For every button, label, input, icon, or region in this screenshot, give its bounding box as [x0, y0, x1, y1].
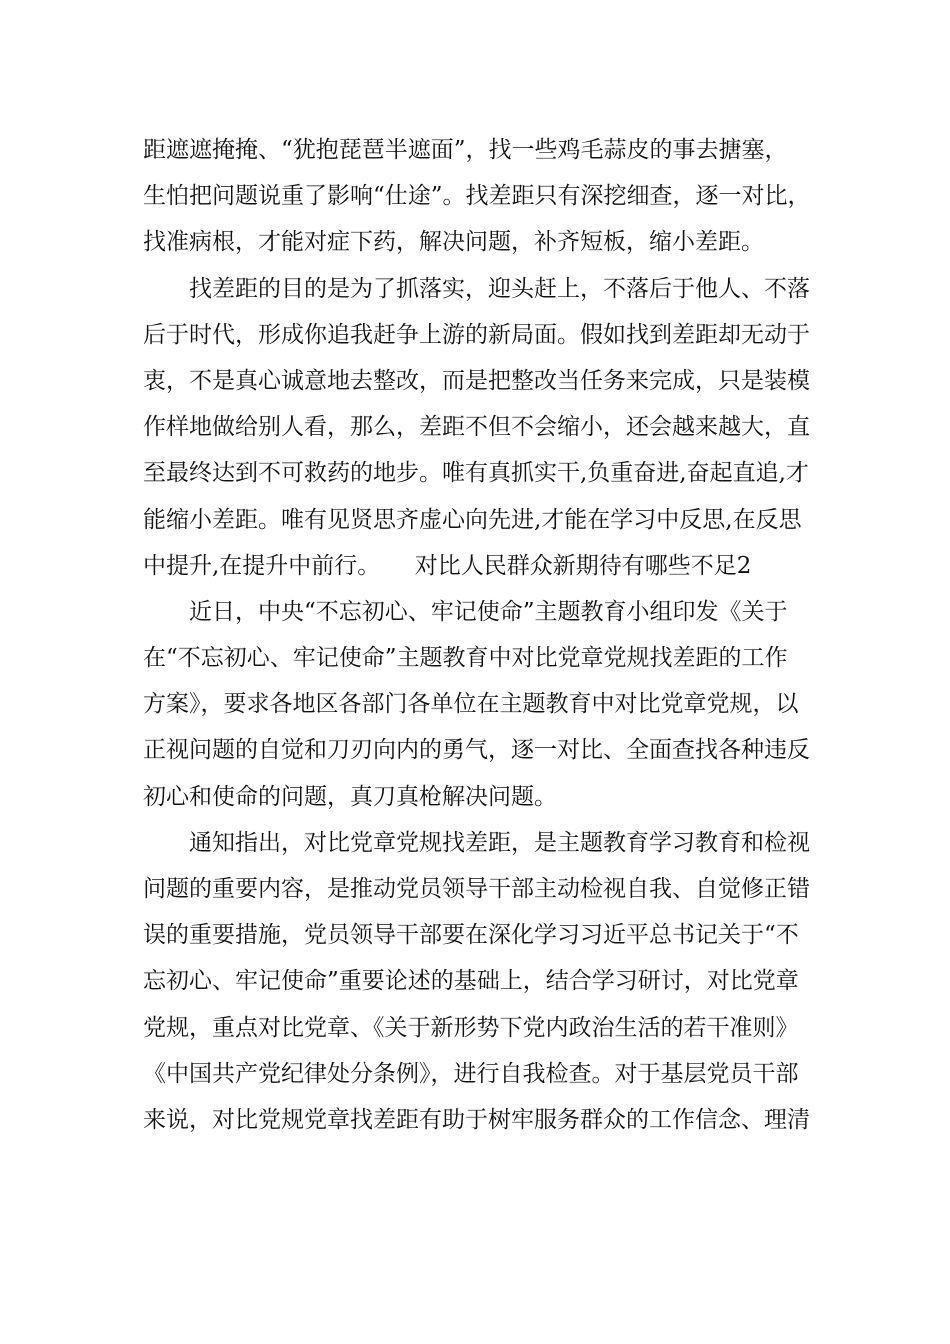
text-line: 问题的重要内容，是推动党员领导干部主动检视自我、自觉修正错: [143, 876, 810, 902]
text-line: 找差距的目的是为了抓落实，迎头赶上，不落后于他人、不落: [143, 275, 810, 302]
text-line: 方案》，要求各地区各部门各单位在主题教育中对比党章党规，以: [143, 691, 799, 718]
text-line: 初心和使命的问题，真刀真枪解决问题。: [143, 783, 557, 810]
text-line: 正视问题的自觉和刀刃向内的勇气，逐一对比、全面查找各种违反: [143, 737, 810, 764]
text-line: 通知指出，对比党章党规找差距，是主题教育学习教育和检视: [143, 829, 810, 856]
text-line: 找准病根，才能对症下药，解决问题，补齐短板，缩小差距。: [143, 229, 764, 256]
text-line: 生怕把问题说重了影响“仕途”。找差距只有深挖细查，逐一对比，: [143, 183, 811, 210]
text-line: 党规，重点对比党章、《关于新形势下党内政治生活的若干准则》: [143, 1014, 799, 1041]
text-line: 来说，对比党规党章找差距有助于树牢服务群众的工作信念、理清: [143, 1106, 810, 1133]
text-line: 后于时代，形成你追我赶争上游的新局面。假如找到差距却无动于: [143, 321, 810, 348]
body-text: [143, 127, 823, 1143]
text-line: 近日，中央“不忘初心、牢记使命”主题教育小组印发《关于: [143, 598, 788, 625]
text-line: 在“不忘初心、牢记使命”主题教育中对比党章党规找差距的工作: [143, 645, 788, 672]
text-line: 误的重要措施，党员领导干部要在深化学习习近平总书记关于“不: [143, 922, 799, 949]
text-line: 作样地做给别人看，那么，差距不但不会缩小，还会越来越大，直: [143, 414, 810, 441]
text-line: 忘初心、牢记使命”重要论述的基础上，结合学习研讨，对比党章: [143, 968, 799, 995]
text-line: 能缩小差距。唯有见贤思齐虚心向先进,才能在学习中反思,在反思: [143, 506, 802, 533]
text-line: 中提升,在提升中前行。 对比人民群众新期待有哪些不足2: [143, 552, 752, 579]
text-line: 《中国共产党纪律处分条例》，进行自我检查。对于基层党员干部: [143, 1060, 799, 1087]
text-line: 距遮遮掩掩、“犹抱琵琶半遮面”，找一些鸡毛蒜皮的事去搪塞，: [143, 137, 788, 163]
text-line: 衷，不是真心诚意地去整改，而是把整改当任务来完成，只是装模: [143, 367, 810, 394]
text-line: 至最终达到不可救药的地步。唯有真抓实干,负重奋进,奋起直追,才: [143, 460, 809, 487]
